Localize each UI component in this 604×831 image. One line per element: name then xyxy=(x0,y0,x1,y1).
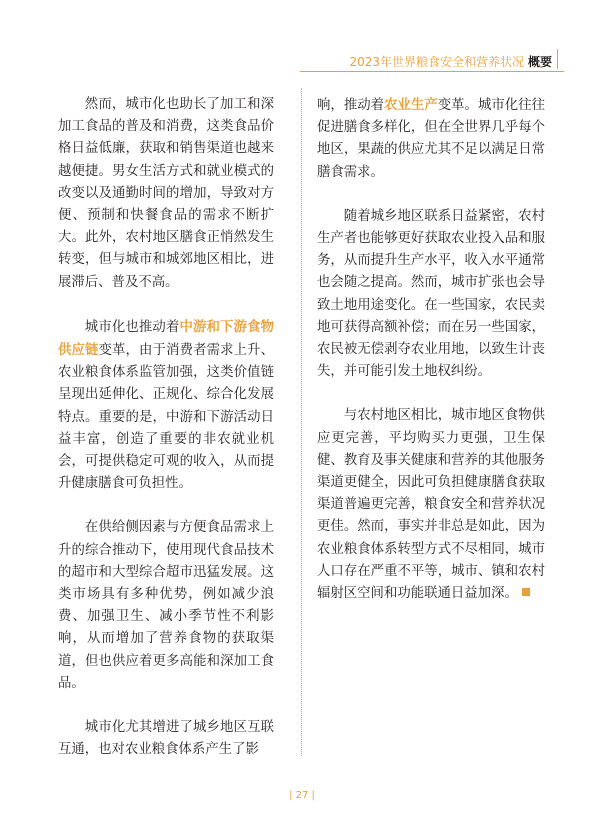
left-column xyxy=(58,94,274,783)
paragraph xyxy=(317,405,545,605)
paragraph xyxy=(58,316,274,496)
text-run: 与农村地区相比，城市地区食物供应更完善，平均购买力更强，卫生保健、教育及事关健康和营养的其他服务渠道更健全，因此可负担健康膳食获取渠道普遍更完善，粮食安全和营养状况更佳。然而，事实并非总是如此，因为农业粮食体系转型方式不尽相同，城市人口存在严重不平等，城市、镇和农村辐射区空间和功能联通日益加深。 xyxy=(317,408,545,602)
highlight-term: 中游和下游食物供应链 xyxy=(58,318,275,359)
paragraph: 城市化尤其增进了城乡地区互联互通，也对农业粮食体系产生了影 xyxy=(58,720,274,758)
running-header xyxy=(349,49,552,69)
text-run: 变革，由于消费者需求上升、农业粮食体系监管加强，这类价值链呈现出延伸化、正规化、综合化发展特点。重要的是，中游和下游活动日益丰富，创造了重要的非农就业机会，可提供稳定可观的收入，从而提升健康膳食可负担性。 xyxy=(58,343,275,492)
text-run: 响，推动着 xyxy=(317,98,385,113)
paragraph: 然而，城市化也助长了加工和深加工食品的普及和消费，这类食品价格日益低廉，获取和销售渠道也越来越便捷。男女生活方式和就业模式的改变以及通勤时间的增加，导致对方便、预制和快餐食品的需求不断扩大。此外，农村地区膳食正悄然发生转变，但与城市和城郊地区相比，进展滞后、普及不高。 xyxy=(58,97,274,290)
page-number: | 27 | xyxy=(289,790,315,801)
header-underline xyxy=(300,71,564,72)
column-divider xyxy=(301,88,302,756)
header-rule xyxy=(557,49,558,69)
paragraph: 随着城乡地区联系日益紧密，农村生产者也能够更好获取农业投入品和服务，从而提升生产水平，收入水平通常也会随之提高。然而，城市扩张也会导致土地用途变化。在一些国家，农民卖地可获得高额补偿；而在另一些国家，农民被无偿剥夺农业用地，以致生计丧失，并可能引发土地权纠纷。 xyxy=(317,208,545,380)
paragraph xyxy=(317,94,545,184)
paragraph: 在供给侧因素与方便食品需求上升的综合推动下，使用现代食品技术的超市和大型综合超市迅猛发展。这类市场具有多种优势，例如减少浪费、加强卫生、减小季节性不利影响，从而增加了营养食物的获取渠道，但也供应着更多高能和深加工食品。 xyxy=(58,520,274,691)
highlight-term: 农业生产 xyxy=(384,97,438,113)
section-label: 概要 xyxy=(527,55,552,69)
end-of-article-mark-icon xyxy=(522,588,530,596)
right-column xyxy=(317,94,545,627)
text-run: 变革。城市化往往促进膳食多样化，但在全世界几乎每个地区，果蔬的供应尤其不足以满足日常膳食需求。 xyxy=(317,98,546,180)
report-title: 2023年世界粮食安全和营养状况 xyxy=(349,55,524,69)
text-run: 城市化也推动着 xyxy=(84,319,180,335)
